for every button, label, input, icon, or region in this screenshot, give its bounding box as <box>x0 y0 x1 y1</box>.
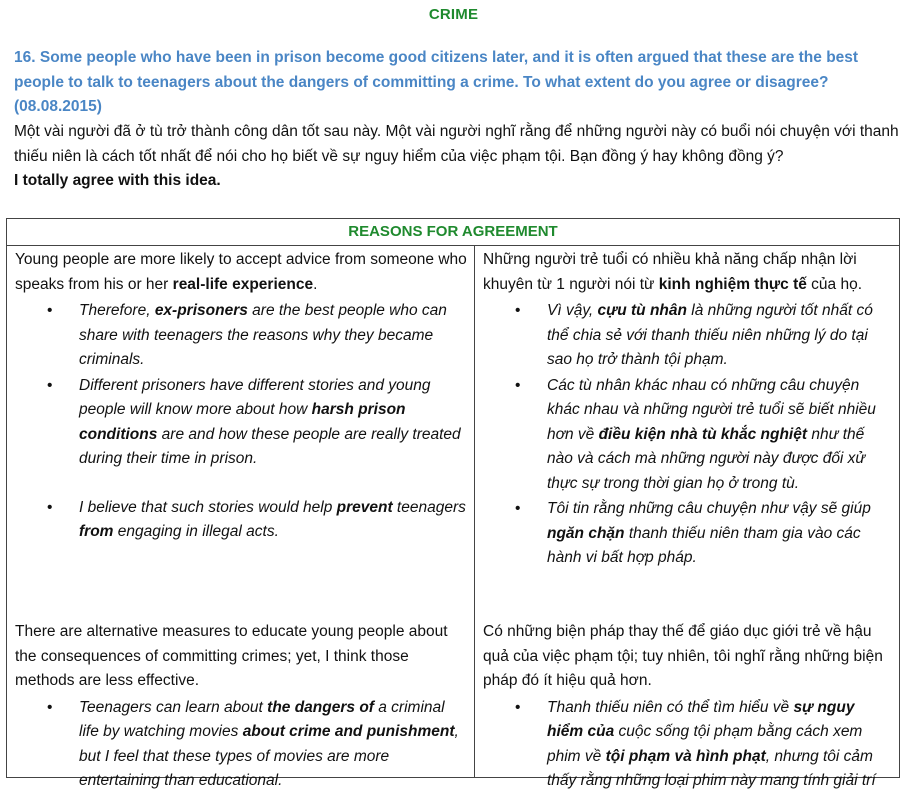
bullet-icon: • <box>515 302 521 319</box>
bullet-icon: • <box>47 376 53 394</box>
essay-question: 16. Some people who have been in prison become good citizens later, and it is often argued that these are the best people to talk to teenagers about the dangers of committing a crime. To what extent do you agree or disagree? (08.08.2015) <box>14 49 859 115</box>
reasons-table <box>6 218 900 789</box>
position-statement: I totally agree with this idea. <box>14 172 221 189</box>
list-item: • Different prisoners have different stories and young people will know more about how harsh prison conditions are and how these people are really treated during their time in prison. <box>15 374 467 472</box>
list-item: • I believe that such stories would help prevent teenagers from engaging in illegal acts. <box>15 496 467 545</box>
bullet-icon: • <box>515 500 521 517</box>
en-bullets-1 <box>15 299 467 545</box>
vi-paragraph-2: Có những biện pháp thay thế để giáo dục giới trẻ về hậu quả của việc phạm tội; tuy nhiên, tôi nghĩ rằng những biện pháp đó ít hiệu quả hơn. <box>483 623 883 689</box>
en-paragraph-2: There are alternative measures to educate young people about the consequences of committing crimes; yet, I think those methods are less effective. <box>15 623 448 689</box>
vi-block-2 <box>483 618 893 795</box>
vi-bullets-2 <box>483 696 893 794</box>
en-paragraph-1: Young people are more likely to accept advice from someone who speaks from his or her real-life experience. <box>15 251 467 293</box>
list-item: • Tôi tin rằng những câu chuyện như vậy sẽ giúp ngăn chặn thanh thiếu niên tham gia vào các hành vi bất hợp pháp. <box>483 497 893 571</box>
intro-block <box>14 120 899 194</box>
list-item: • Thanh thiếu niên có thể tìm hiểu về sự nguy hiểm của cuộc sống tội phạm bằng cách xem phim về tội phạm và hình phạt, nhưng tôi cảm thấy rằng những loại phim này mang tính giải trí <box>483 696 893 794</box>
intro-vietnamese-translation: Một vài người đã ở tù trở thành công dân tốt sau này. Một vài người nghĩ rằng để những người này có buổi nói chuyện với thanh thiếu niên là cách tốt nhất để nói cho họ biết về sự nguy hiểm của việc phạm tội. Bạn đồng ý hay không đồng ý? <box>14 123 899 165</box>
en-bullets-2 <box>15 696 467 794</box>
table-header: REASONS FOR AGREEMENT <box>7 219 899 246</box>
list-item: • Therefore, ex-prisoners are the best people who can share with teenagers the reasons why they became criminals. <box>15 299 467 373</box>
list-item: • Các tù nhân khác nhau có những câu chuyện khác nhau và những người trẻ tuổi sẽ biết nhiều hơn về điều kiện nhà tù khắc nghiệt như thế nào và cách mà những người này được đối xử thực sự trong thời gian họ ở trong tù. <box>483 374 893 497</box>
vi-bullets-1 <box>483 299 893 571</box>
page-title: CRIME <box>428 6 479 23</box>
en-block-2 <box>15 618 467 795</box>
bullet-icon: • <box>47 302 53 319</box>
bullet-icon: • <box>515 698 521 716</box>
bullet-icon: • <box>47 698 53 716</box>
column-divider <box>474 246 475 777</box>
vi-paragraph-1: Những người trẻ tuổi có nhiều khả năng chấp nhận lời khuyên từ 1 người nói từ kinh nghiệm thực tế của họ. <box>483 251 863 293</box>
list-item: • Teenagers can learn about the dangers of a criminal life by watching movies about crime and punishment, but I feel that these types of movies are more entertaining than educational. <box>15 696 467 794</box>
table-columns <box>7 246 899 789</box>
list-item: • Vì vậy, cựu tù nhân là những người tốt nhất có thể chia sẻ với thanh thiếu niên những lý do tại sao họ trở thành tội phạm. <box>483 299 893 373</box>
english-column <box>15 246 467 789</box>
bullet-icon: • <box>47 498 53 516</box>
bullet-icon: • <box>515 376 521 394</box>
vietnamese-column <box>483 246 893 789</box>
